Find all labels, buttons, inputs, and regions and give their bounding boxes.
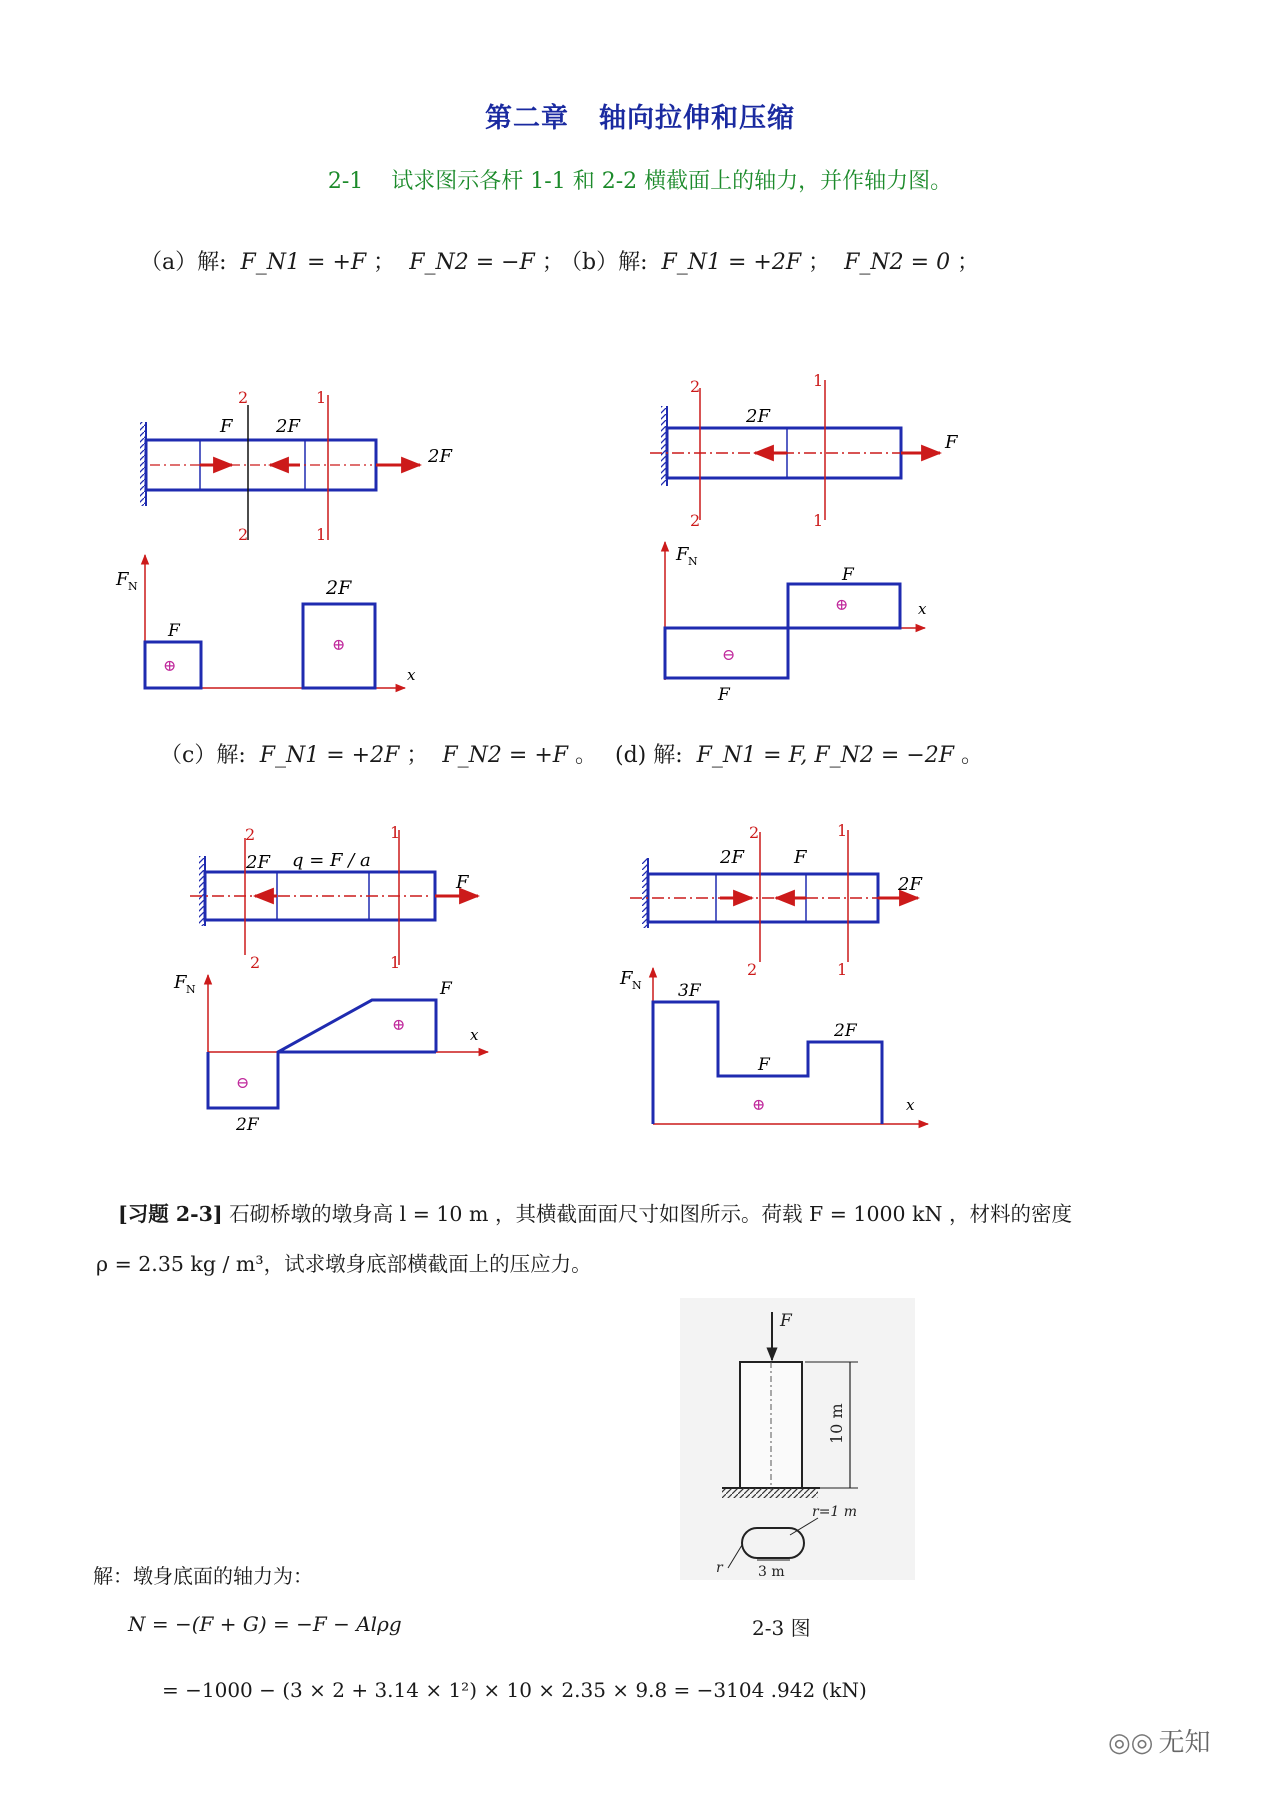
diagram-d-plus: ⊕ (752, 1095, 766, 1114)
answer-c-eq1: F_N1 = +2F (259, 743, 400, 768)
figure-2-3-label-radius: r=1 m (812, 1504, 858, 1520)
diagram-a-fn-val2: 2F (326, 577, 352, 599)
diagram-a-fn-val1: F (168, 621, 180, 641)
diagram-d-bar (630, 821, 923, 979)
diagram-d-label-2f: 2F (720, 847, 744, 868)
diagram-b-label-end: F (945, 432, 958, 453)
watermark-text: 无知 (1158, 1728, 1211, 1758)
diagram-a-sec1-bottom: 1 (316, 525, 327, 544)
diagram-d-sec1-bottom: 1 (837, 960, 848, 979)
answer-c-sep2: 。 (575, 743, 598, 768)
problem-2-3-tag: [习题 2-3] (118, 1202, 223, 1226)
diagram-b-label-2f: 2F (746, 406, 770, 427)
diagram-b-sec1-top: 1 (813, 371, 824, 390)
answer-a-sep2: ； (541, 250, 564, 275)
figure-2-3-caption: 2-3 图 (752, 1616, 811, 1640)
diagram-d-x-label: x (906, 1096, 915, 1114)
solution-eq2: = −1000 − (3 × 2 + 3.14 × 1²) × 10 × 2.35 × 9.8 = −3104 .942 (kN) (162, 1678, 867, 1702)
answer-b-eq1: F_N1 = +2F (661, 250, 802, 275)
solution-eq1: N = −(F + G) = −F − Alρg (128, 1612, 402, 1636)
answer-b-sep2: ； (957, 250, 980, 275)
diagram-c-x-label: x (470, 1026, 479, 1044)
diagram-b-fn-sub: N (688, 555, 698, 568)
figure-2-3 (680, 1298, 915, 1580)
diagram-d-fn-val-f: F (758, 1055, 770, 1075)
answer-a-eq2: F_N2 = −F (409, 250, 535, 275)
diagram-a-sec2-top: 2 (238, 388, 249, 407)
figure-2-3-ground (722, 1488, 818, 1498)
diagram-a-bar (140, 388, 453, 544)
wechat-icon: ◎◎ (1108, 1728, 1154, 1758)
figure-2-3-label-width: 3 m (758, 1564, 785, 1580)
diagram-a-label-2f: 2F (276, 416, 300, 437)
answer-c-label: （c）解: (160, 743, 246, 768)
diagram-b-sec2-bottom: 2 (690, 511, 701, 530)
answer-c-sep1: ； (406, 743, 429, 768)
diagram-d-fn-sub: N (632, 979, 642, 992)
figure-2-3-label-height: 10 m (827, 1403, 846, 1444)
diagram-c-fn-label: F (174, 972, 187, 993)
diagram-c-fn-sub: N (186, 983, 196, 996)
diagram-b-minus: ⊖ (722, 645, 736, 664)
diagram-c-sec1-bottom: 1 (390, 953, 401, 972)
diagram-c-fn-val-2f: 2F (236, 1115, 259, 1135)
solution-intro: 解：墩身底面的轴力为： (93, 1564, 313, 1588)
problem-2-3-line1 (118, 1197, 1072, 1227)
diagram-a-label-f: F (220, 416, 233, 437)
diagram-b-fn (665, 542, 927, 705)
diagram-a-sec2-bottom: 2 (238, 525, 249, 544)
answer-d-label: (d) 解: (615, 743, 683, 768)
problem-2-1-number: 2-1 (327, 169, 364, 194)
diagram-a-fn-label: F (116, 569, 129, 590)
diagram-c-minus: ⊖ (236, 1073, 250, 1092)
diagram-c-label-2f: 2F (246, 852, 270, 873)
diagram-a-plus2: ⊕ (332, 635, 346, 654)
answer-b-label: （b）解: (560, 250, 648, 275)
diagram-c-fn-val-f: F (440, 979, 452, 999)
diagram-b-x-label: x (918, 600, 927, 618)
answer-d-eq: F_N1 = F, F_N2 = −2F (696, 743, 955, 768)
figure-2-3-label-r: r (716, 1560, 723, 1576)
problem-2-1-text: 试求图示各杆 1-1 和 2-2 横截面上的轴力，并作轴力图。 (391, 169, 953, 194)
figure-2-3-label-f: F (780, 1311, 792, 1331)
diagram-b-sec1-bottom: 1 (813, 511, 824, 530)
diagram-c-label-end: F (456, 872, 469, 893)
diagram-d-sec2-top: 2 (749, 823, 760, 842)
diagram-c-sec2-top: 2 (245, 825, 256, 844)
diagram-a-fn (115, 555, 416, 688)
diagram-b-sec2-top: 2 (690, 377, 701, 396)
answer-d-sep: 。 (961, 743, 984, 768)
diagram-a-fn-sub: N (128, 580, 138, 593)
diagram-d-fn-val-2f: 2F (834, 1021, 857, 1041)
diagram-d-fn (619, 968, 928, 1124)
problem-2-3-line2: ρ = 2.35 kg / m³，试求墩身底部横截面上的压应力。 (96, 1252, 592, 1276)
diagram-b-fn-label: F (676, 544, 689, 565)
problem-2-3-text1: 石砌桥墩的墩身高 l = 10 m ，其横截面面尺寸如图所示。荷载 F = 1000 kN ，材料的密度 (229, 1202, 1072, 1226)
chapter-name: 轴向拉伸和压缩 (599, 103, 795, 134)
answer-b-eq2: F_N2 = 0 (844, 250, 951, 275)
diagram-c-sec1-top: 1 (390, 823, 401, 842)
diagram-a-sec1-top: 1 (316, 388, 327, 407)
diagram-c-bar (190, 823, 478, 972)
watermark (1108, 1722, 1210, 1759)
diagram-c-fn (173, 972, 488, 1135)
diagram-d-sec2-bottom: 2 (747, 960, 758, 979)
chapter-number: 第二章 (485, 103, 569, 134)
diagram-c-sec2-bottom: 2 (250, 953, 261, 972)
diagram-a-rod (146, 440, 376, 490)
answer-a-sep1: ； (373, 250, 396, 275)
diagram-d-sec1-top: 1 (837, 821, 848, 840)
diagram-a-x-label: x (407, 666, 416, 684)
answer-c-eq2: F_N2 = +F (442, 743, 569, 768)
diagram-a-label-end: 2F (428, 446, 452, 467)
diagram-c-label-q: q = F / a (292, 850, 371, 871)
diagram-b-fn-val1: F (718, 685, 730, 705)
diagram-b-plus: ⊕ (835, 595, 849, 614)
diagram-d-fn-label: F (620, 968, 633, 989)
diagram-d-fn-val-3f: 3F (678, 981, 701, 1001)
answer-b-sep1: ； (808, 250, 831, 275)
diagram-a-plus1: ⊕ (163, 656, 177, 675)
answer-a-eq1: F_N1 = +F (240, 250, 367, 275)
diagram-c-plus: ⊕ (392, 1015, 406, 1034)
diagram-d-label-end: 2F (898, 874, 922, 895)
diagram-b-fn-val2: F (842, 565, 854, 585)
diagram-b-bar (650, 371, 959, 530)
diagram-d-label-f: F (794, 847, 807, 868)
answer-a-label: （a）解: (140, 250, 227, 275)
